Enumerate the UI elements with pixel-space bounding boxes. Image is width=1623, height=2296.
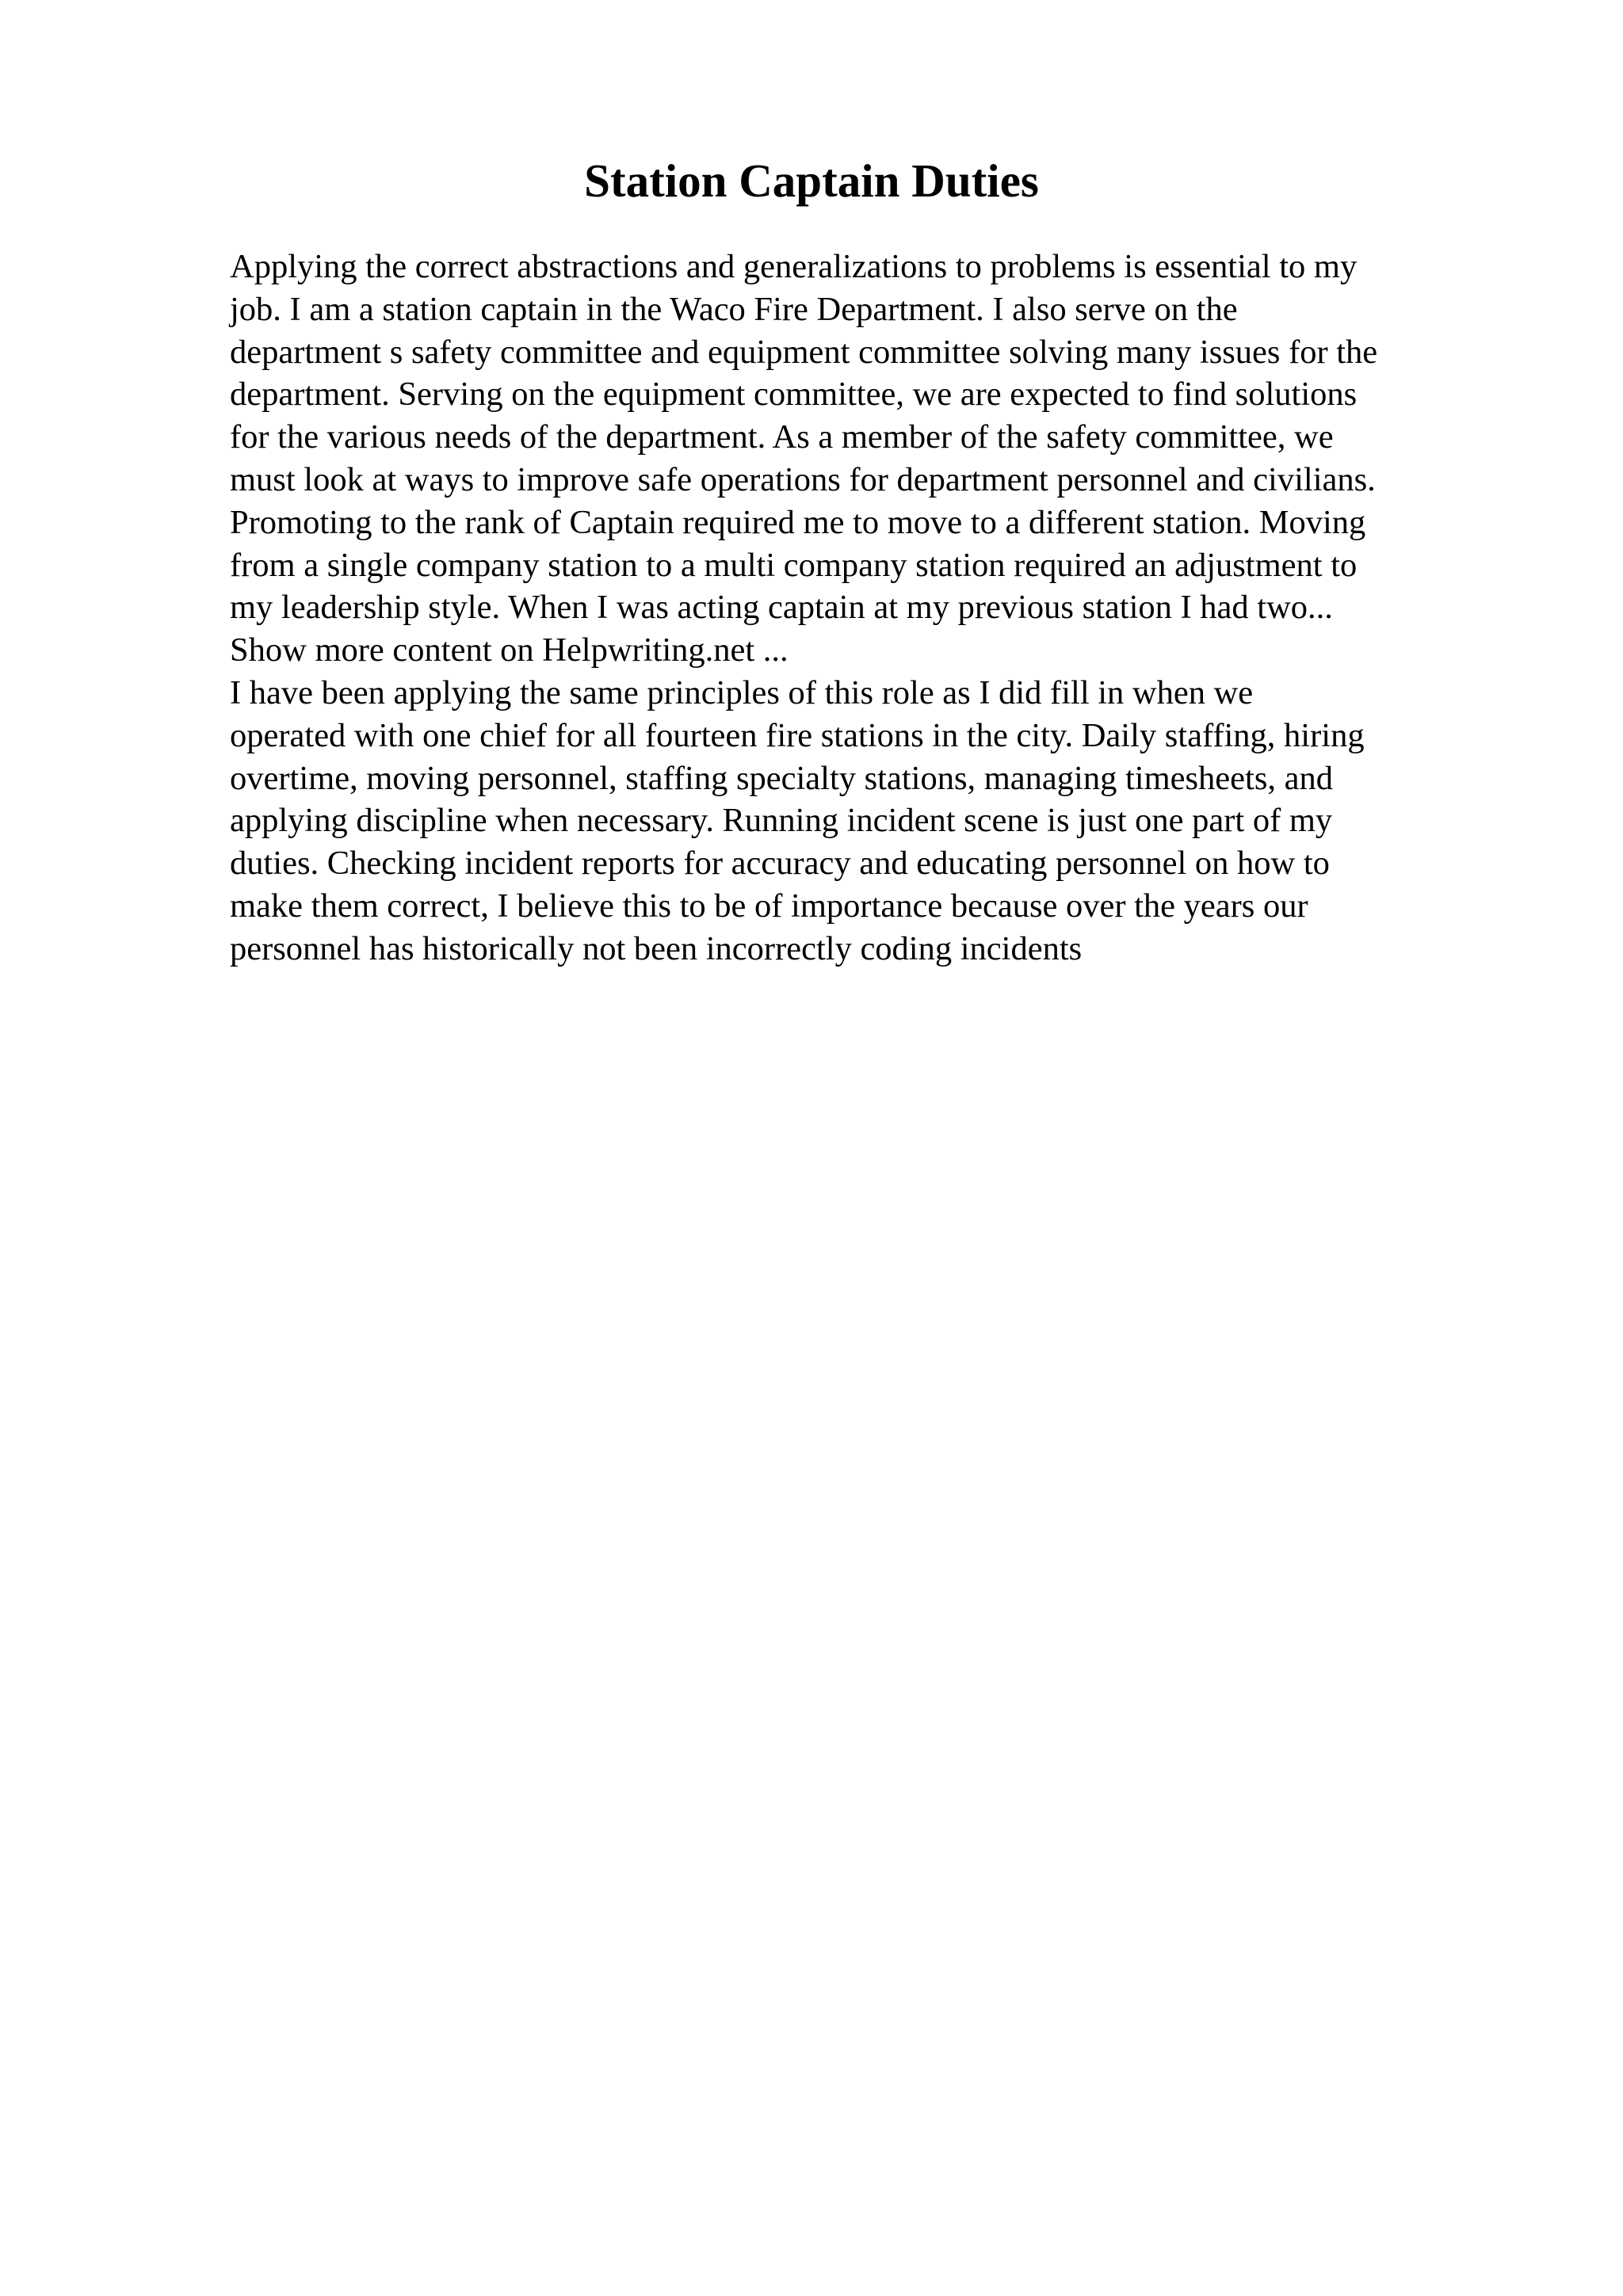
paragraph-1 xyxy=(230,246,1514,629)
text-line: duties. Checking incident reports for accuracy and educating personnel on how to xyxy=(230,845,1330,883)
text-line: must look at ways to improve safe operations for department personnel and civilians. xyxy=(230,460,1376,498)
text-line: department. Serving on the equipment committee, we are expected to find solutions xyxy=(230,376,1358,414)
text-line: Promoting to the rank of Captain required me to move to a different station. Moving xyxy=(230,503,1366,541)
text-line: for the various needs of the department. As a member of the safety committee, we xyxy=(230,418,1334,456)
text-line: job. I am a station captain in the Waco Fire Department. I also serve on the xyxy=(230,290,1238,328)
text-line: I have been applying the same principles of this role as I did fill in when we xyxy=(230,673,1254,711)
text-line: overtime, moving personnel, staffing specialty stations, managing timesheets, and xyxy=(230,759,1333,797)
text-line: operated with one chief for all fourteen fire stations in the city. Daily staffing, hiring xyxy=(230,716,1365,754)
text-line: my leadership style. When I was acting captain at my previous station I had two... xyxy=(230,589,1333,627)
text-line: make them correct, I believe this to be of importance because over the years our xyxy=(230,887,1308,925)
text-line: applying discipline when necessary. Running incident scene is just one part of my xyxy=(230,802,1333,840)
document-body xyxy=(230,246,1514,971)
text-line: from a single company station to a multi company station required an adjustment to xyxy=(230,546,1358,584)
show-more-link[interactable]: Show more content on Helpwriting.net ... xyxy=(230,631,789,669)
text-line: department s safety committee and equipment committee solving many issues for the xyxy=(230,333,1378,371)
paragraph-2 xyxy=(230,672,1514,971)
text-line: Applying the correct abstractions and generalizations to problems is essential to my xyxy=(230,248,1358,285)
page-title: Station Captain Duties xyxy=(584,154,1039,207)
text-line: personnel has historically not been incorrectly coding incidents xyxy=(230,929,1083,967)
